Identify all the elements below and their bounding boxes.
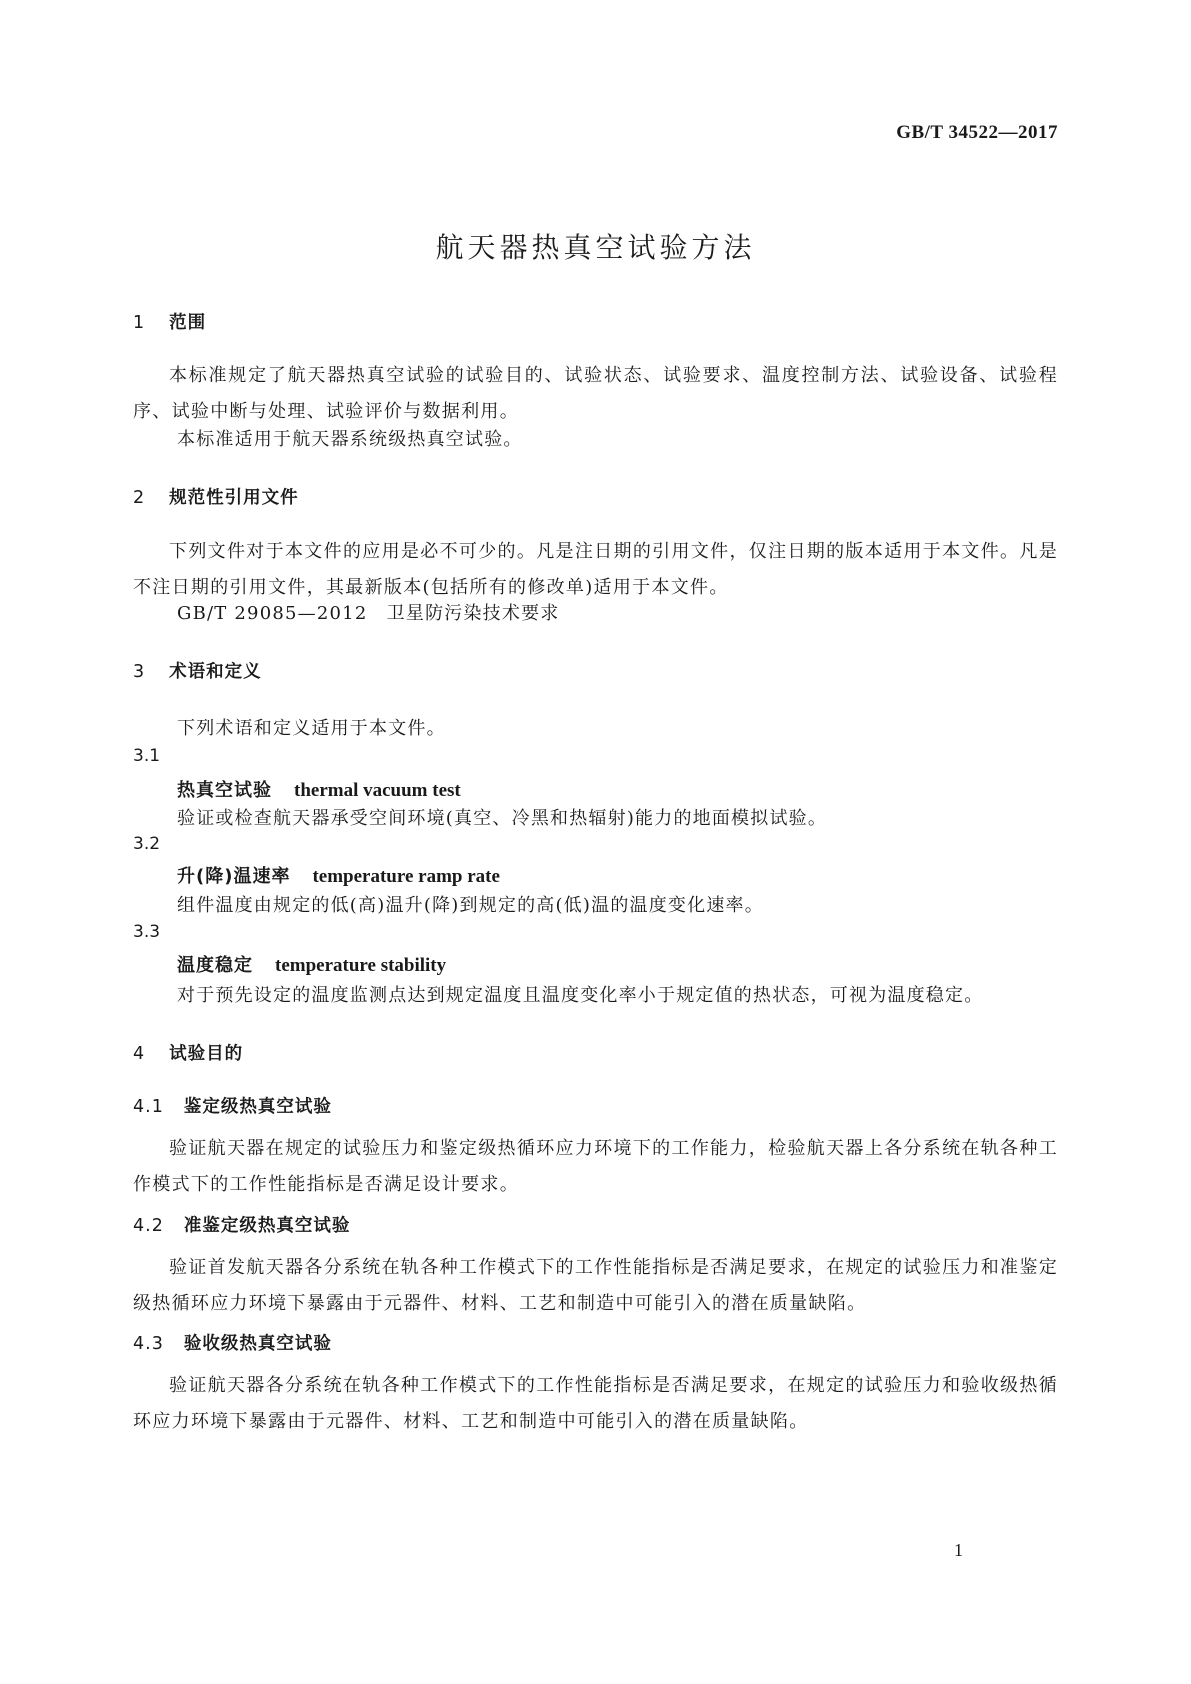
term-number: 3.1 bbox=[133, 746, 161, 766]
section-title: 术语和定义 bbox=[169, 662, 262, 682]
term-english: temperature ramp rate bbox=[312, 866, 500, 887]
section-title: 规范性引用文件 bbox=[169, 488, 299, 508]
paragraph: 验证航天器各分系统在轨各种工作模式下的工作性能指标是否满足要求，在规定的试验压力和验收级热循环应力环境下暴露由于元器件、材料、工艺和制造中可能引入的潜在质量缺陷。 bbox=[133, 1375, 1058, 1432]
section-title: 范围 bbox=[169, 313, 207, 333]
section-4-heading bbox=[133, 1040, 243, 1065]
subsection-title: 鉴定级热真空试验 bbox=[183, 1097, 332, 1117]
term-definition: 验证或检查航天器承受空间环境(真空、冷黑和热辐射)能力的地面模拟试验。 bbox=[177, 808, 828, 829]
section-number: 2 bbox=[133, 488, 146, 508]
term-number: 3.3 bbox=[133, 922, 161, 942]
subsection-number: 4.3 bbox=[133, 1334, 164, 1354]
document-title: 航天器热真空试验方法 bbox=[435, 231, 756, 264]
term-chinese: 温度稳定 bbox=[177, 955, 253, 976]
term-definition: 组件温度由规定的低(高)温升(降)到规定的高(低)温的温度变化速率。 bbox=[177, 895, 764, 916]
page-number: 1 bbox=[954, 1540, 963, 1560]
section-number: 3 bbox=[133, 662, 146, 682]
standard-number: GB/T 34522—2017 bbox=[896, 122, 1058, 143]
subsection-number: 4.1 bbox=[133, 1097, 164, 1117]
subsection-4-3-heading bbox=[133, 1330, 332, 1355]
subsection-number: 4.2 bbox=[133, 1216, 164, 1236]
paragraph: 本标准适用于航天器系统级热真空试验。 bbox=[177, 429, 523, 450]
term-chinese: 升(降)温速率 bbox=[177, 866, 291, 887]
term-chinese: 热真空试验 bbox=[177, 780, 272, 801]
section-number: 1 bbox=[133, 313, 146, 333]
subsection-title: 准鉴定级热真空试验 bbox=[183, 1216, 351, 1236]
section-number: 4 bbox=[133, 1044, 146, 1064]
paragraph: 下列术语和定义适用于本文件。 bbox=[177, 718, 446, 739]
normative-reference: GB/T 29085—2012 卫星防污染技术要求 bbox=[177, 603, 560, 624]
paragraph: 验证航天器在规定的试验压力和鉴定级热循环应力环境下的工作能力，检验航天器上各分系统在轨各种工作模式下的工作性能指标是否满足设计要求。 bbox=[133, 1138, 1058, 1195]
term-number: 3.2 bbox=[133, 834, 161, 854]
term-definition: 对于预先设定的温度监测点达到规定温度且温度变化率小于规定值的热状态，可视为温度稳定。 bbox=[177, 985, 984, 1006]
section-2-heading bbox=[133, 484, 299, 509]
section-1-heading bbox=[133, 309, 206, 334]
term-heading bbox=[177, 776, 461, 802]
section-title: 试验目的 bbox=[169, 1044, 244, 1064]
term-heading bbox=[177, 862, 500, 888]
subsection-4-2-heading bbox=[133, 1212, 350, 1237]
paragraph: 本标准规定了航天器热真空试验的试验目的、试验状态、试验要求、温度控制方法、试验设备、试验程序、试验中断与处理、试验评价与数据利用。 bbox=[133, 365, 1058, 422]
section-3-heading bbox=[133, 658, 262, 683]
term-english: thermal vacuum test bbox=[294, 780, 461, 801]
term-english: temperature stability bbox=[275, 955, 447, 976]
paragraph: 验证首发航天器各分系统在轨各种工作模式下的工作性能指标是否满足要求，在规定的试验压力和准鉴定级热循环应力环境下暴露由于元器件、材料、工艺和制造中可能引入的潜在质量缺陷。 bbox=[133, 1257, 1058, 1314]
paragraph: 下列文件对于本文件的应用是必不可少的。凡是注日期的引用文件，仅注日期的版本适用于本文件。凡是不注日期的引用文件，其最新版本(包括所有的修改单)适用于本文件。 bbox=[133, 541, 1058, 598]
term-heading bbox=[177, 951, 446, 977]
subsection-title: 验收级热真空试验 bbox=[183, 1334, 332, 1354]
subsection-4-1-heading bbox=[133, 1093, 332, 1118]
